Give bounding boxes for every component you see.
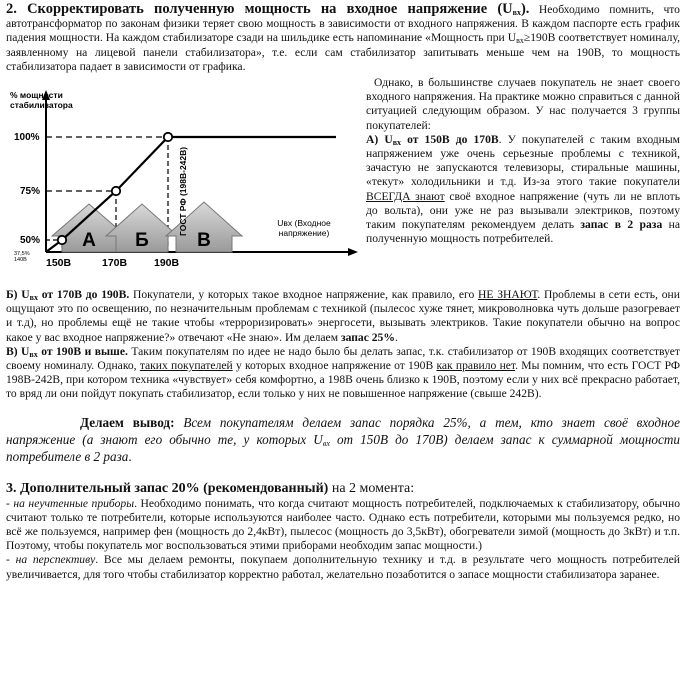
x-axis-label-1: Uвх (Входное xyxy=(277,218,331,229)
document-page xyxy=(6,2,680,582)
group-v-text: В) $U_{вх}$ от 190В и выше. Таким покупателям по идее не надо было бы делать запас, т.к. стабилизатор от 190В входящих соответствует своему номиналу. Однако, таких покупателей у которых входное напряжение от 190В как правило нет. Мы помним, что есть ГОСТ РФ 198В-242В, при котором техника «чувствует» себя комфортно, а 198В очень близко к 190В, поэтому если у них всё прекрасно работает, то вряд ли они пойдут покупать стабилизатор, если только у них не повышенное напряжение (свыше 242В). xyxy=(6,344,680,401)
group-a-text: А) $U_{вх}$ от 150В до 170В. У покупателей с таким входным напряжением уже очень серьезные проблемы с техникой, зачастую не запускаются телевизоры, стиральные машины, «текут» холодильники и т.д. Из-за этого такие покупатели ВСЕГДА знают своё входное напряжение (чуть ли не вплоть до вольта), они уже не раз вызывали электриков, поэтому таким покупателям рекомендуем делать запас в 2 раза на полученную мощность потребителей. xyxy=(366,132,681,246)
power-point-3 xyxy=(164,133,172,141)
section3-item1: - на неучтенные приборы. Необходимо понимать, что когда считают мощность потребителей, подключаемых к стабилизатору, обычно считают только те потребители, которые используются наиболее часто. Однако есть потребители, которыми мы пользуемся редко, но всё же пользуемся, например фен (мощность до 2,4кВт), пылесос (мощность до 3,5кВт), обогреватели зимой (мощность до 3кВт) и т.п. Поэтому, чтобы покупатель мог воспользоваться этими приборами необходим запас мощности.) xyxy=(6,496,680,553)
zone-label-a: А xyxy=(82,230,96,252)
group-b-text: Б) $U_{вх}$ от 170В до 190В. Покупатели, у которых такое входное напряжение, как правило, его НЕ ЗНАЮТ. Проблемы в сети есть, они ощущают это по освещению, по незначительным проблемам с техникой (пылесос хуже тянет, микроволновка чуть дольше разогревает и т.д), но проблемы ещё не такие чтобы «терроризировать» энергосети, вызывать электриков. Такие покупатели обычно на вопрос какое у вас входное напряжение?» отвечают «Не знаю». Им делаем запас 25%. xyxy=(6,288,680,344)
x-axis-label-2: напряжение) xyxy=(278,228,330,239)
power-point-1 xyxy=(58,236,66,244)
y-axis-label-1: % мощности xyxy=(10,90,63,101)
y-axis-label-2: стабилизатора xyxy=(10,100,73,111)
section3-item2: - на перспективу. Все мы делаем ремонты, покупаем дополнительную технику и т.д. в результате чего мощность потребителей увеличивается, для того чтобы стабилизатор корректно работал, желательно позаботится о запасе мощности стабилизатора заранее. xyxy=(6,553,680,581)
zone-arrow-b xyxy=(106,204,178,252)
x-axis-arrow-icon xyxy=(348,248,358,256)
conclusion: Делаем вывод: Всем покупателям делаем запас порядка 25%, а тем, кто знает своё входное напряжение (а знают его обычно те, у которых $U_{вх}$ от 150В до 170В) делаем запас к суммарной мощности потребителе в 2 раза. xyxy=(6,414,680,464)
y-tick-37-5: 37,5% xyxy=(14,251,30,258)
y-tick-75: 75% xyxy=(20,186,41,198)
section3 xyxy=(6,480,680,582)
x-tick-150: 150В xyxy=(46,257,72,270)
right-intro: Однако, в большинстве случаев покупатель не знает своего входного напряжения. На практике можно справиться с данной ситуацией следующим образом. У нас получается 3 группы покупателей: xyxy=(366,76,680,132)
zone-label-b: Б xyxy=(135,230,149,252)
x-tick-170: 170В xyxy=(102,257,128,270)
x-tick-190: 190В xyxy=(154,257,180,270)
groups-column xyxy=(366,76,680,246)
section2-heading: 2. Скорректировать полученную мощность на входное напряжение $(U_{вх})$. xyxy=(6,1,530,17)
power-drop-chart xyxy=(6,76,361,288)
y-tick-50: 50% xyxy=(20,235,41,247)
section2-intro: 2. Скорректировать полученную мощность на входное напряжение $(U_{вх})$. Необходимо помнить, что автотрансформатор по законам физики теряет свою мощность в зависимости от входного напряжения. В каждом паспорте есть график падения мощности. На каждом стабилизаторе сзади на шильдике есть напоминание «Мощность при $U_{вх}\ge 190В$ соответствует номиналу, заявленному на лицевой панели стабилизатора», т.е. если сам стабилизатор запитывать меньше чем на 190В, то мощность стабилизатора падает в зависимости от графика. xyxy=(6,1,680,73)
chart-and-groups xyxy=(6,76,680,288)
power-point-2 xyxy=(112,187,120,195)
y-tick-140v: 140В xyxy=(14,257,27,264)
y-tick-100: 100% xyxy=(14,132,40,144)
zone-label-v: В xyxy=(197,230,211,252)
section3-heading: 3. Дополнительный запас 20% (рекомендованный) на 2 момента: xyxy=(6,480,415,496)
gost-label: ГОСТ РФ (198В-242В) xyxy=(178,146,188,237)
